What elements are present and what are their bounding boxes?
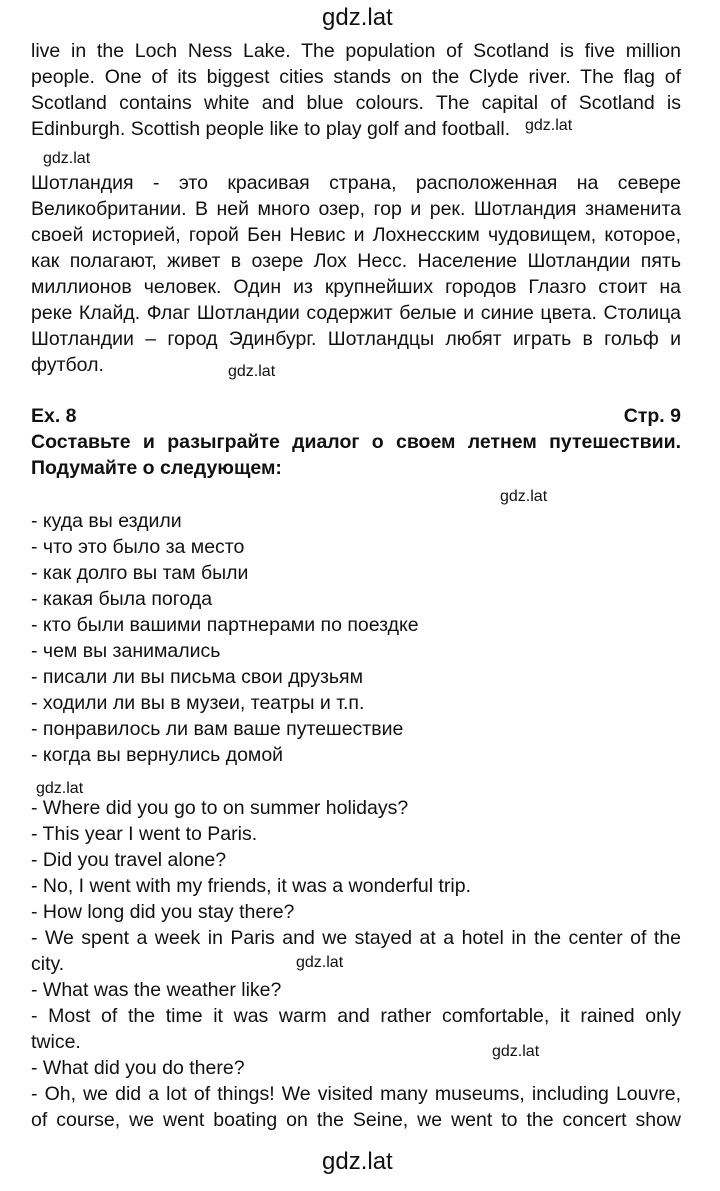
exercise-header (31, 403, 681, 429)
dialogue-line: - Did you travel alone? (31, 849, 227, 871)
text-line: people. One of its biggest cities stands on the Clyde river. The flag of (31, 66, 681, 88)
watermark: gdz.lat (296, 954, 344, 971)
dialogue-line: - Where did you go to on summer holidays? (31, 797, 409, 819)
watermark: gdz.lat (36, 780, 84, 797)
dialogue-line: - How long did you stay there? (31, 901, 295, 923)
text-line: как полагают, живет в озере Лох Несс. Население Шотландии пять (31, 250, 681, 272)
list-item: - кто были вашими партнерами по поездке (31, 614, 419, 636)
dialogue-line (31, 925, 681, 977)
text-line: миллионов человек. Один из крупнейших городов Глазго стоит на (31, 276, 681, 298)
dialogue-line: - What did you do there? (31, 1057, 245, 1079)
watermark-top: gdz.lat (322, 4, 393, 31)
list-item: - куда вы ездили (31, 510, 182, 532)
dialogue (31, 795, 681, 1133)
dialogue-line-part: - Oh, we did a lot of things! We visited many museums, including Louvre, (31, 1083, 681, 1105)
list-item: - ходили ли вы в музеи, театры и т.п. (31, 692, 365, 714)
prompt-list (31, 508, 419, 768)
text-line: футбол. (31, 354, 104, 376)
watermark: gdz.lat (43, 150, 91, 167)
dialogue-line (31, 1081, 681, 1133)
dialogue-line: - No, I went with my friends, it was a wonderful trip. (31, 875, 471, 897)
dialogue-line-part: - Most of the time it was warm and rather comfortable, it rained only (31, 1005, 681, 1027)
watermark: gdz.lat (525, 117, 573, 134)
watermark: gdz.lat (228, 363, 276, 380)
dialogue-line: - This year I went to Paris. (31, 823, 258, 845)
list-item: - чем вы занимались (31, 640, 221, 662)
dialogue-line: - What was the weather like? (31, 979, 282, 1001)
task-line: Составьте и разыграйте диалог о своем летнем путешествии. (31, 431, 681, 453)
text-line: Шотландия - это красивая страна, расположенная на севере (31, 172, 681, 194)
list-item: - как долго вы там были (31, 562, 249, 584)
dialogue-line-part: - We spent a week in Paris and we stayed at a hotel in the center of the (31, 927, 681, 949)
list-item: - когда вы вернулись домой (31, 744, 284, 766)
page-number: Стр. 9 (623, 405, 681, 427)
list-item: - писали ли вы письма свои друзьям (31, 666, 364, 688)
text-line: Великобритании. В ней много озер, гор и рек. Шотландия знаменита (31, 198, 681, 220)
russian-paragraph (31, 170, 681, 378)
dialogue-line (31, 1003, 681, 1055)
text-line: своей историей, горой Бен Невис и Лохнесским чудовищем, которое, (31, 224, 681, 246)
dialogue-line-part: twice. (31, 1031, 81, 1053)
text-line: Edinburgh. Scottish people like to play golf and football. (31, 118, 511, 140)
watermark: gdz.lat (492, 1043, 540, 1060)
dialogue-line-part: of course, we went boating on the Seine, we went to the concert show (31, 1109, 681, 1131)
dialogue-line-part: city. (31, 953, 65, 975)
text-line: Scotland contains white and blue colours. The capital of Scotland is (31, 92, 681, 114)
text-line: live in the Loch Ness Lake. The population of Scotland is five million (31, 40, 681, 62)
english-paragraph (31, 38, 681, 142)
watermark: gdz.lat (500, 488, 548, 505)
list-item: - что это было за место (31, 536, 245, 558)
text-line: реке Клайд. Флаг Шотландии содержит белые и синие цвета. Столица (31, 302, 681, 324)
list-item: - понравилось ли вам ваше путешествие (31, 718, 404, 740)
watermark-bottom: gdz.lat (322, 1148, 393, 1175)
exercise-number: Ex. 8 (31, 405, 77, 427)
list-item: - какая была погода (31, 588, 213, 610)
exercise-task (31, 429, 681, 481)
task-line: Подумайте о следующем: (31, 457, 282, 479)
text-line: Шотландии – город Эдинбург. Шотландцы любят играть в гольф и (31, 328, 681, 350)
